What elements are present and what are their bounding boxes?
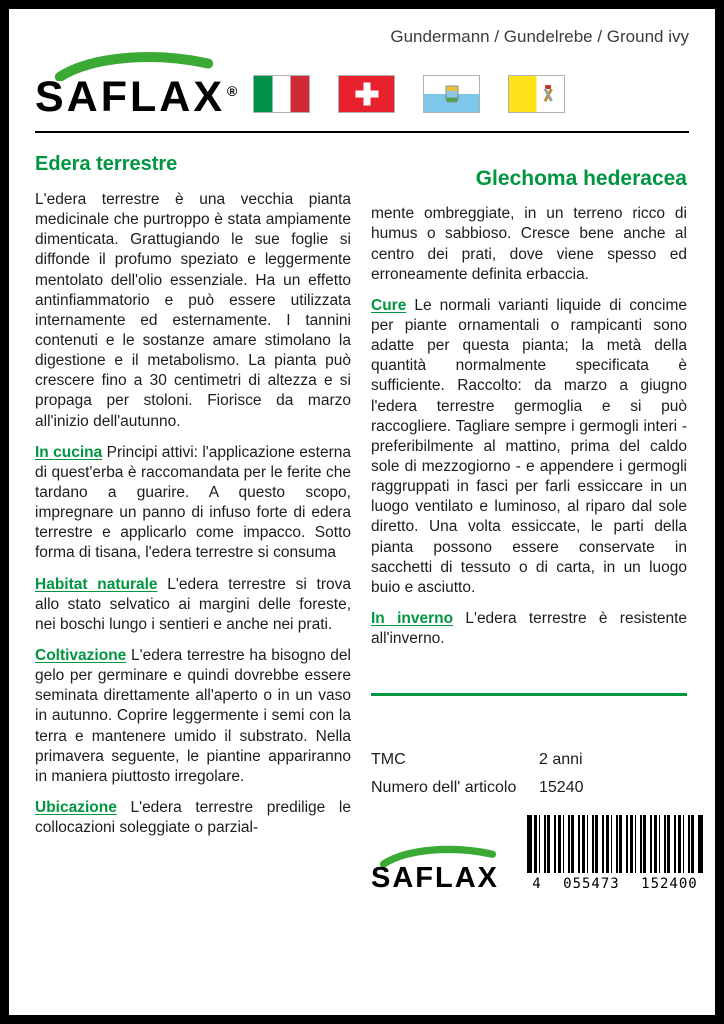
section-text-ubicazione: L'edera terrestre predilige le collocazioni soleggiate o parzial- (35, 798, 352, 837)
right-column (371, 141, 698, 895)
section-text-cure: Le normali varianti liquide di concime per piante ornamentali o rampicanti sono adatte per questa pianta; la metà della quantità normalmente specificata è sufficiente. Raccolto: da marzo a giugno l'edera terrestre germoglia e si può raccogliere. Tagliare sempre i germogli interi - preferibilmente al mattino, prima del caldo sole di mezzogiorno - e appendere i germogli raggruppati in fasci per farli essiccare in un luogo ventilato e luminoso, al riparo dal sole diretto. Una volta essiccate, le parti della pianta possono essere conservate in sacchetti di tessuto o di carta, in un luogo buio e asciutto. (371, 296, 687, 596)
section-habitat (35, 575, 351, 635)
saflax-logo-footer (371, 845, 519, 893)
section-ubicazione (35, 798, 351, 838)
section-heading-cure: Cure (371, 296, 407, 314)
barcode (527, 815, 703, 893)
vatican-flag-icon (508, 75, 565, 113)
page-title: Edera terrestre (35, 153, 178, 175)
section-text-coltivazione: L'edera terrestre ha bisogno del gelo per germinare e quindi dovrebbe essere seminata direttamente all'aperto o in un vaso in autunno. Coprire leggermente i semi con la terra e mantenere umido il substrato. Nella primavera seguente, le piantine appariranno in maniera piuttosto irregolare. (35, 646, 351, 785)
brand-row (35, 49, 689, 119)
article-number-value: 15240 (539, 779, 584, 797)
vatican-emblem-icon (541, 87, 555, 103)
intro-paragraph: L'edera terrestre è una vecchia pianta medicinale che purtroppo è stata ampiamente dimenticata. Grattugiando le sue foglie si diffonde il profumo speziato e leggermente mentolato dell'olio essenziale. Ha un effetto antinfiammatorio e può essere utilizzata internamente ed esternamente. I tannini contenuti e le sostanze amare stimolano la digestione e il metabolismo. La pianta può crescere fino a 30 centimetri di altezza e si propaga per stoloni. Fiorisce da marzo all'inizio dell'autunno. (35, 191, 351, 430)
section-heading-coltivazione: Coltivazione (35, 646, 127, 664)
content-columns (35, 141, 698, 895)
san-marino-emblem-icon (445, 86, 458, 103)
botanical-name: Glechoma hederacea (475, 167, 687, 190)
section-heading-ubicazione: Ubicazione (35, 798, 117, 816)
section-coltivazione (35, 646, 351, 787)
section-cure (371, 296, 687, 598)
section-text-habitat: L'edera terrestre si trova allo stato selvatico ai margini delle foreste, nei boschi lungo i sentieri e anche nei prati. (35, 575, 351, 633)
common-names: Gundermann / Gundelrebe / Ground ivy (390, 27, 689, 46)
spec-row-tmc (371, 750, 687, 771)
spec-table (371, 750, 687, 799)
italy-flag-icon (253, 75, 310, 113)
tmc-value: 2 anni (539, 751, 583, 769)
language-flags (253, 75, 565, 113)
section-heading-habitat: Habitat naturale (35, 575, 158, 593)
tmc-label: TMC (371, 751, 406, 769)
section-text-inverno: L'edera terrestre è resistente all'inverno. (371, 609, 687, 648)
section-text-cucina: Principi attivi: l'applicazione esterna di quest'erba è raccomandata per le ferite che tardano a guarire. A questo scopo, impregnare un panno di infuso forte di edera terrestre e applicarlo come impacco. Sotto forma di tisana, l'edera terrestre si consuma (35, 443, 351, 562)
registered-mark: ® (227, 82, 238, 99)
article-number-label: Numero dell' articolo (371, 779, 517, 797)
san-marino-flag-icon (423, 75, 480, 113)
barcode-number: 4 055473 152400 (532, 875, 698, 892)
section-heading-inverno: In inverno (371, 609, 454, 627)
barcode-bars (527, 815, 703, 873)
section-cucina (35, 443, 351, 564)
brand-wordmark-footer: SAFLAX (371, 862, 499, 895)
brand-wordmark: SAFLAX ® (35, 73, 238, 121)
section-inverno (371, 609, 687, 649)
footer-divider (371, 693, 687, 696)
footer-row (371, 815, 698, 895)
switzerland-flag-icon (338, 75, 395, 113)
header-divider (35, 131, 689, 133)
left-column (35, 141, 351, 893)
saflax-logo (35, 49, 237, 119)
continuation-paragraph: mente ombreggiate, in un terreno ricco di humus o sabbioso. Cresce bene anche al centro dei prati, dove viene spesso ed erroneamente definita erbaccia. (371, 205, 687, 283)
section-heading-cucina: In cucina (35, 443, 103, 461)
spec-row-article (371, 778, 687, 799)
